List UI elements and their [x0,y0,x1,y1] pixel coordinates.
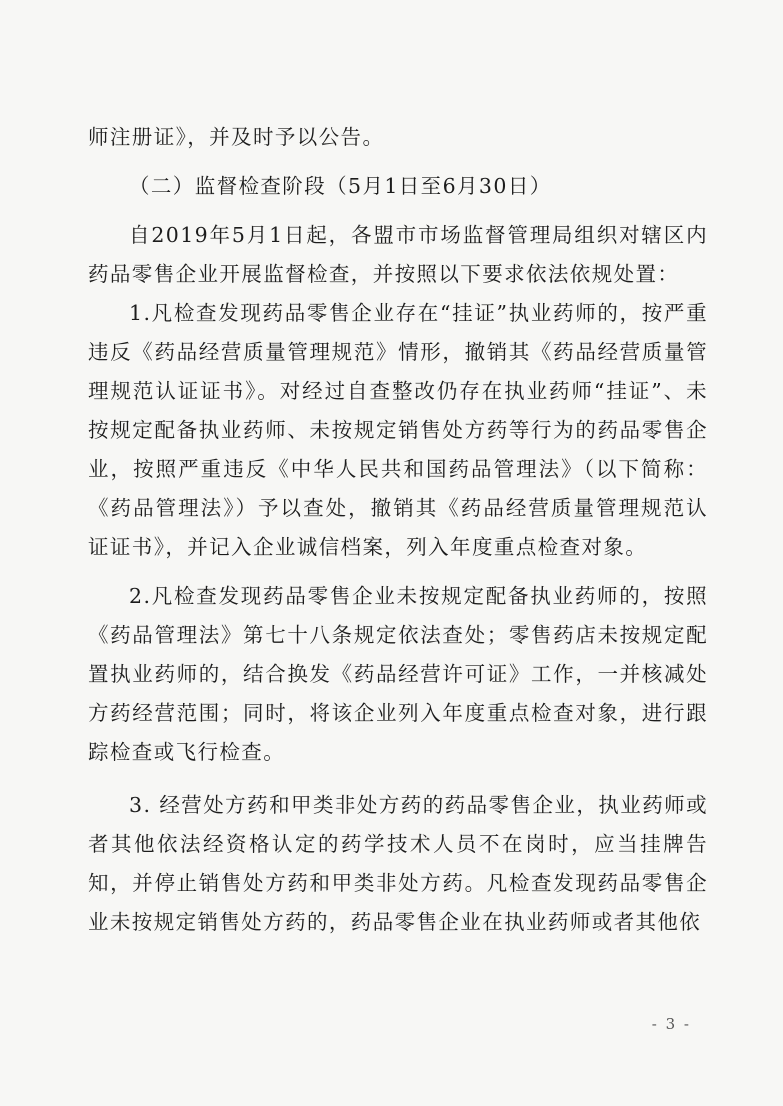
paragraph-item-3: 3. 经营处方药和甲类非处方药的药品零售企业，执业药师或者其他依法经资格认定的药学技术人员不在岗时，应当挂牌告知，并停止销售处方药和甲类非处方药。凡检查发现药品零售企业未按规定销售处方药的，药品零售企业在执业药师或者其他依 [88,793,708,934]
paragraph-intro: 自2019年5月1日起，各盟市市场监督管理局组织对辖区内药品零售企业开展监督检查，并按照以下要求依法依规处置： [88,223,708,286]
paragraph-item-1: 1.凡检查发现药品零售企业存在“挂证”执业药师的，按严重违反《药品经营质量管理规范》情形，撤销其《药品经营质量管理规范认证证书》。对经过自查整改仍存在执业药师“挂证”、未按规定配备执业药师、未按规定销售处方药等行为的药品零售企业，按照严重违反《中华人民共和国药品管理法》（以下简称：《药品管理法》）予以查处，撤销其《药品经营质量管理规范认证证书》，并记入企业诚信档案，列入年度重点检查对象。 [88,301,708,559]
paragraph-continuation: 师注册证》，并及时予以公告。 [88,125,385,149]
paragraph-item-2: 2.凡检查发现药品零售企业未按规定配备执业药师的，按照《药品管理法》第七十八条规定依法查处；零售药店未按规定配置执业药师的，结合换发《药品经营许可证》工作，一并核减处方药经营范围；同时，将该企业列入年度重点检查对象，进行跟踪检查或飞行检查。 [88,584,708,764]
section-heading: （二）监督检查阶段（5月1日至6月30日） [129,174,552,198]
page-number: - 3 - [651,1015,691,1033]
document-body [88,118,708,942]
